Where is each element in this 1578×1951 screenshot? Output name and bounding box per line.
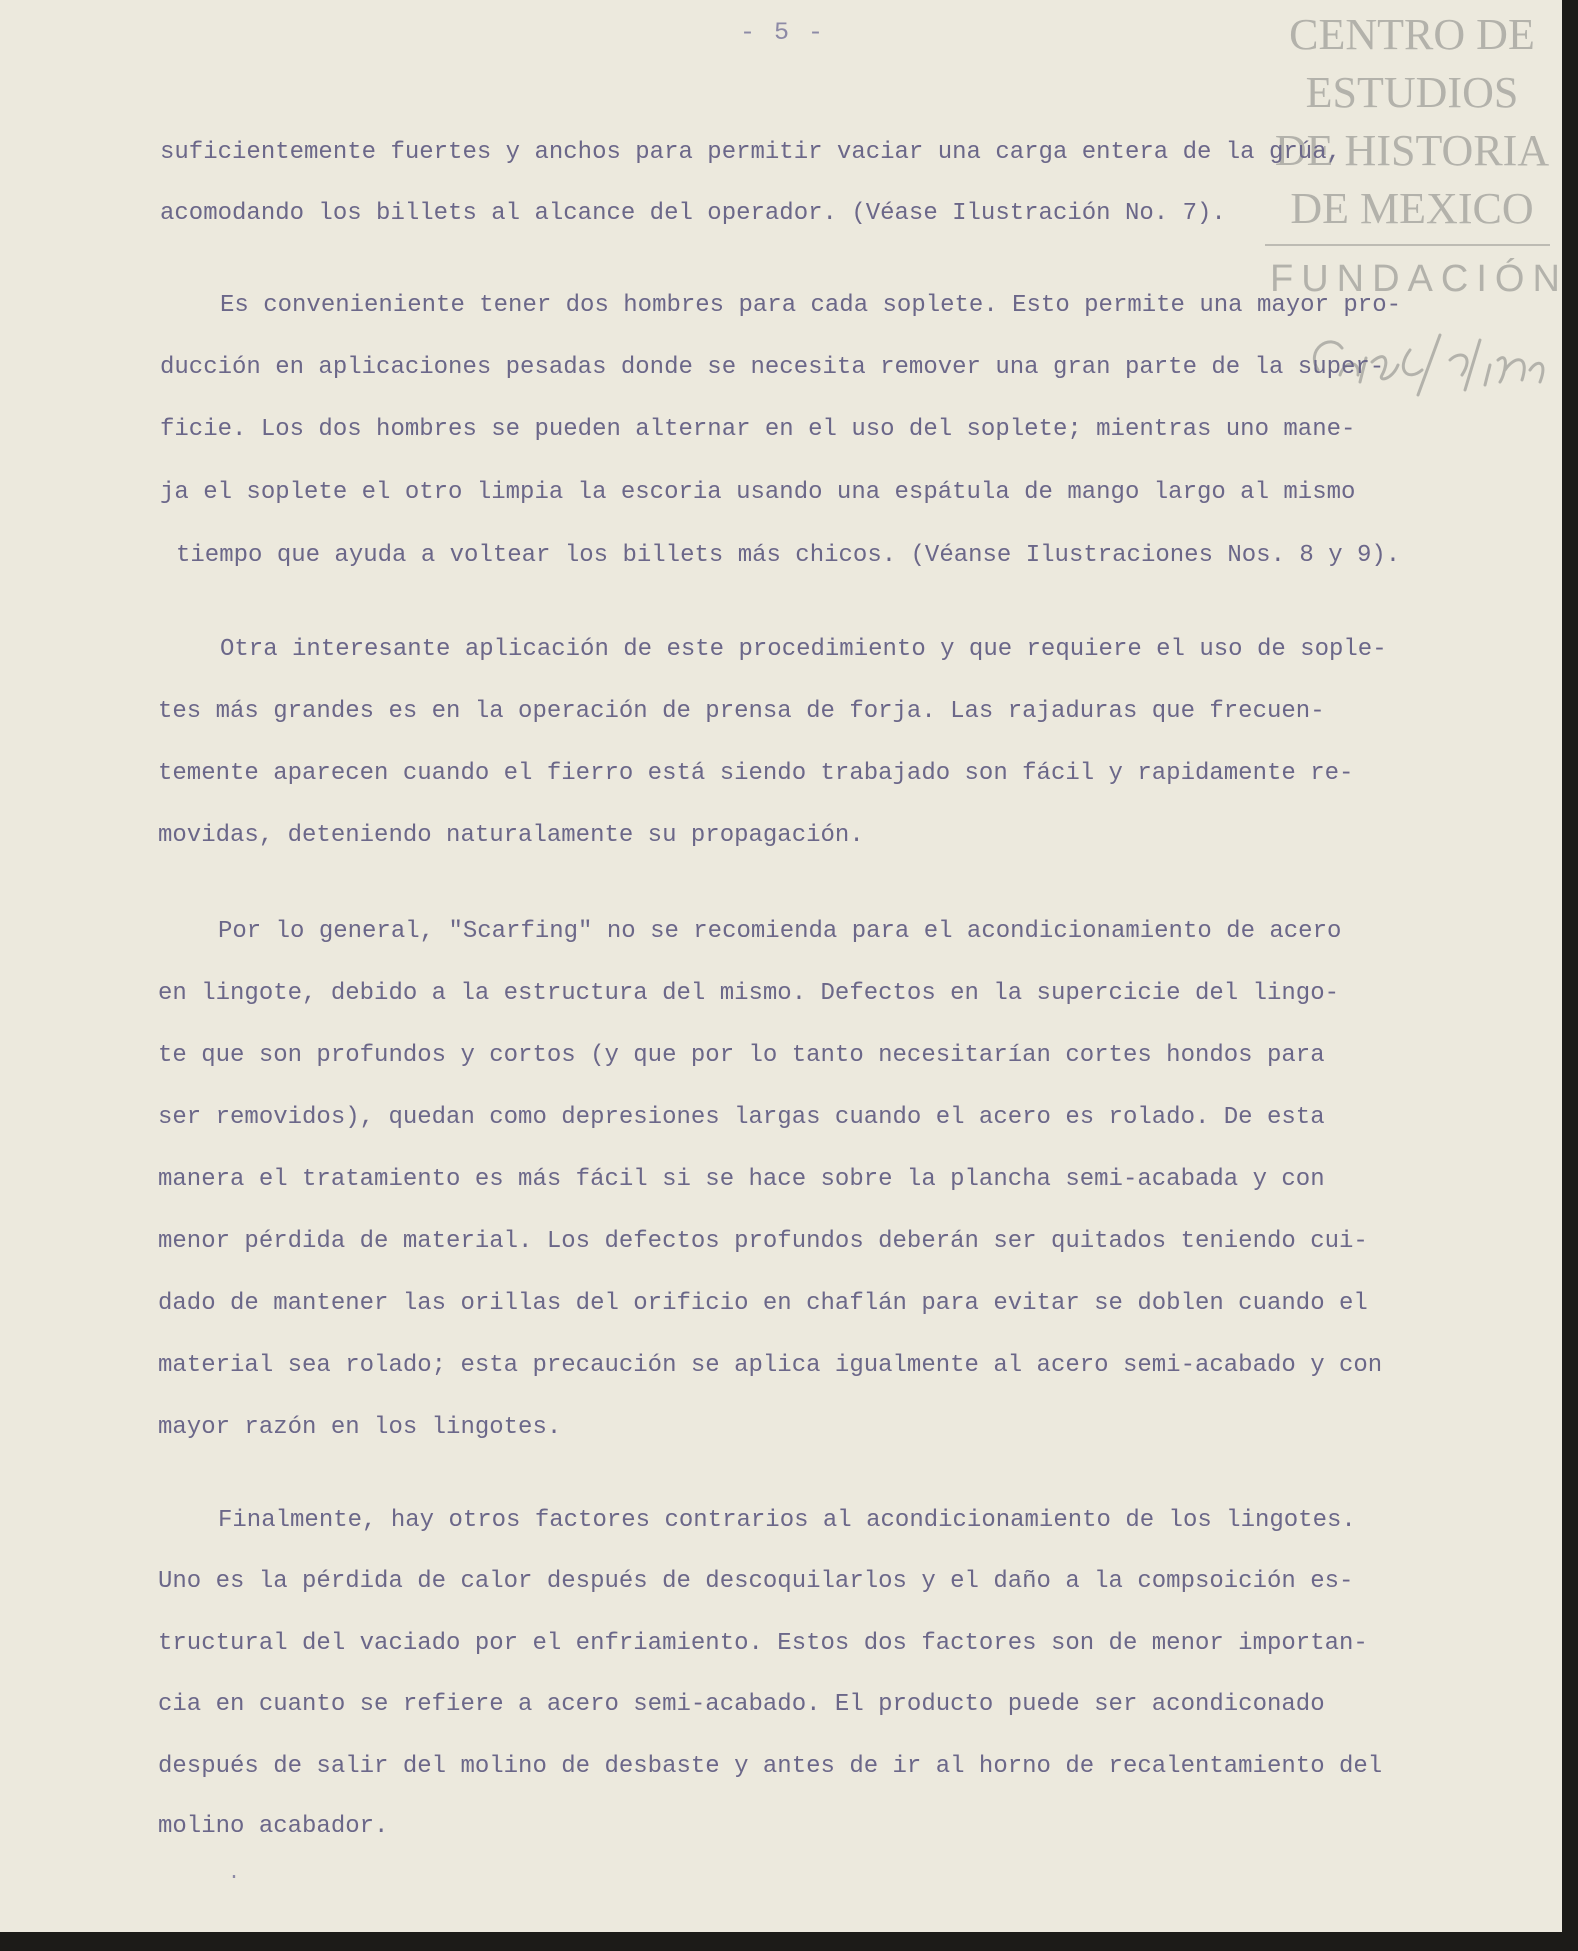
stamp-divider: [1265, 244, 1550, 246]
text-line: acomodando los billets al alcance del operador. (Véase Ilustración No. 7).: [160, 200, 1226, 227]
stray-mark: ·: [228, 1866, 241, 1889]
text-line: mayor razón en los lingotes.: [158, 1414, 562, 1441]
text-line: material sea rolado; esta precaución se aplica igualmente al acero semi-acabado y con: [158, 1352, 1383, 1379]
stamp-foundation: FUNDACIÓN: [1270, 258, 1568, 300]
text-line: cia en cuanto se refiere a acero semi-acabado. El producto puede ser acondiconado: [158, 1691, 1325, 1718]
text-line: ducción en aplicaciones pesadas donde se necesita remover una gran parte de la super-: [160, 354, 1385, 381]
text-line: en lingote, debido a la estructura del mismo. Defectos en la supercicie del lingo-: [158, 980, 1339, 1007]
text-line: Es convenieniente tener dos hombres para cada soplete. Esto permite una mayor pro-: [220, 292, 1401, 319]
page-number: - 5 -: [740, 18, 826, 47]
stamp-line: ESTUDIOS: [1305, 68, 1519, 117]
stamp-line: DE MEXICO: [1290, 184, 1534, 233]
text-line: temente aparecen cuando el fierro está siendo trabajado son fácil y rapidamente re-: [158, 760, 1354, 787]
text-line: ja el soplete el otro limpia la escoria usando una espátula de mango largo al mismo: [160, 479, 1356, 506]
text-line: molino acabador.: [158, 1813, 389, 1840]
text-line: Por lo general, "Scarfing" no se recomienda para el acondicionamiento de acero: [218, 918, 1342, 945]
archive-stamp: [1262, 6, 1562, 238]
text-line: manera el tratamiento es más fácil si se hace sobre la plancha semi-acabada y con: [158, 1166, 1325, 1193]
text-line: después de salir del molino de desbaste y antes de ir al horno de recalentamiento del: [158, 1753, 1383, 1780]
stamp-line: CENTRO DE: [1289, 10, 1535, 59]
text-line: ser removidos), quedan como depresiones largas cuando el acero es rolado. De esta: [158, 1104, 1325, 1131]
text-line: te que son profundos y cortos (y que por lo tanto necesitarían cortes hondos para: [158, 1042, 1325, 1069]
text-line: ficie. Los dos hombres se pueden alternar en el uso del soplete; mientras uno mane-: [160, 416, 1356, 443]
text-line: tes más grandes es en la operación de prensa de forja. Las rajaduras que frecuen-: [158, 698, 1325, 725]
text-line: dado de mantener las orillas del orificio en chaflán para evitar se doblen cuando el: [158, 1290, 1368, 1317]
text-line: tructural del vaciado por el enfriamiento. Estos dos factores son de menor importan-: [158, 1630, 1368, 1657]
text-line: Finalmente, hay otros factores contrarios al acondicionamiento de los lingotes.: [218, 1507, 1356, 1534]
text-line: Uno es la pérdida de calor después de descoquilarlos y el daño a la compsoición es-: [158, 1568, 1354, 1595]
text-line: Otra interesante aplicación de este procedimiento y que requiere el uso de sople-: [220, 636, 1387, 663]
text-line: suficientemente fuertes y anchos para permitir vaciar una carga entera de la grúa,: [160, 139, 1341, 166]
text-line: tiempo que ayuda a voltear los billets más chicos. (Véanse Ilustraciones Nos. 8 y 9).: [176, 542, 1401, 569]
text-line: movidas, deteniendo naturalamente su propagación.: [158, 822, 864, 849]
text-line: menor pérdida de material. Los defectos profundos deberán ser quitados teniendo cui-: [158, 1228, 1368, 1255]
stamp-line: DE HISTORIA: [1274, 126, 1550, 175]
